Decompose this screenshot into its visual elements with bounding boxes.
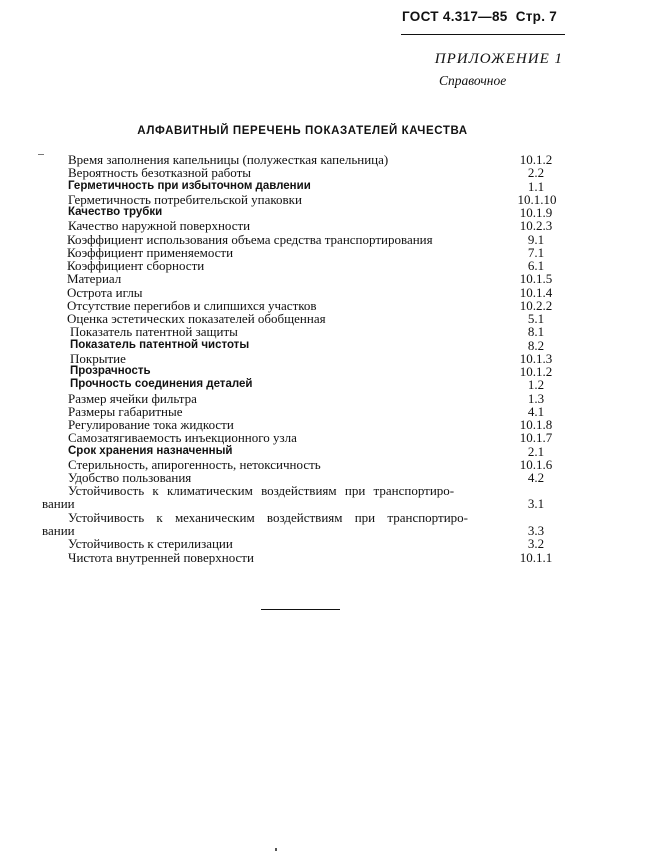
- page-title: АЛФАВИТНЫЙ ПЕРЕЧЕНЬ ПОКАЗАТЕЛЕЙ КАЧЕСТВА: [137, 125, 468, 137]
- entry-name: [42, 484, 454, 510]
- entry-name: Устойчивость к стерилизации: [68, 536, 233, 552]
- list-item: [0, 484, 649, 511]
- entry-code: 1.1: [527, 178, 545, 194]
- list-item: [0, 193, 649, 206]
- list-item: [0, 259, 649, 272]
- list-item: [0, 219, 649, 232]
- list-item: [0, 312, 649, 325]
- list-item: [0, 352, 649, 365]
- end-rule: [261, 609, 340, 610]
- entry-name: Коэффициент использования объема средства транспортирования: [67, 231, 433, 247]
- entry-code: 8.2: [527, 337, 545, 353]
- entry-name-line1: Устойчивость к механическим воздействиям при транспортиро-: [68, 509, 468, 525]
- entry-code: 10.1.8: [519, 417, 553, 432]
- list-item: [0, 458, 649, 471]
- entry-name: Вероятность безотказной работы: [68, 165, 252, 181]
- entry-name: Герметичность потребительской упаковки: [68, 191, 302, 207]
- page-number: Стр. 7: [515, 9, 558, 24]
- entry-code: 10.1.6: [519, 456, 553, 472]
- entry-name: Материал: [67, 271, 122, 287]
- list-item: [0, 325, 649, 338]
- entry-name: Чистота внутренней поверхности: [68, 549, 254, 565]
- entry-code: 10.2.3: [519, 218, 553, 234]
- list-item: [0, 365, 649, 378]
- list-item: [0, 153, 649, 166]
- entry-name: Острота иглы: [67, 284, 143, 300]
- list-item: [0, 471, 649, 484]
- entry-code: 10.1.5: [519, 271, 553, 287]
- entry-code: 10.1.9: [519, 205, 553, 220]
- list-item: [0, 405, 649, 418]
- entry-name: Показатель патентной защиты: [70, 324, 238, 340]
- list-item: [0, 418, 649, 431]
- entry-code: 5.1: [527, 311, 545, 326]
- list-item: [0, 299, 649, 312]
- list-item: [0, 551, 649, 564]
- entry-name: Покрытие: [70, 350, 126, 366]
- list-item: [0, 180, 649, 193]
- list-item: [0, 537, 649, 550]
- entry-code: 10.1.1: [519, 549, 553, 565]
- entry-code: 10.1.10: [517, 191, 557, 207]
- list-item: [0, 445, 649, 458]
- list-item: [0, 286, 649, 299]
- running-header: [402, 9, 562, 24]
- entry-code: 3.3: [527, 522, 545, 538]
- appendix-subtitle: Справочное: [439, 73, 507, 88]
- entry-name: Размеры габаритные: [68, 403, 183, 419]
- entry-code: 10.1.2: [519, 364, 553, 379]
- entry-code: 10.2.2: [519, 297, 553, 313]
- entry-name-line2: вании: [42, 496, 75, 512]
- entry-code: 1.3: [527, 390, 545, 406]
- entry-name: [42, 511, 468, 537]
- entry-name-line2: вании: [42, 522, 75, 538]
- standard-number: ГОСТ 4.317—85: [402, 9, 508, 24]
- entry-code: 10.1.3: [519, 350, 553, 366]
- entry-code: 10.1.2: [519, 152, 553, 167]
- index-list: [0, 153, 649, 564]
- header-rule: [401, 34, 565, 35]
- entry-code: 2.1: [527, 443, 545, 459]
- list-item: [0, 378, 649, 391]
- entry-name: Коэффициент применяемости: [67, 244, 234, 260]
- entry-name: Регулирование тока жидкости: [68, 417, 234, 432]
- entry-code: 10.1.4: [519, 284, 553, 300]
- entry-name: Коэффициент сборности: [67, 258, 205, 273]
- entry-code: 4.2: [527, 470, 545, 485]
- entry-code: 7.1: [527, 244, 545, 260]
- entry-name: Самозатягиваемость инъекционного узла: [68, 430, 297, 446]
- entry-name: Срок хранения назначенный: [68, 444, 233, 457]
- entry-code: 1.2: [527, 377, 545, 393]
- list-item: [0, 166, 649, 179]
- entry-name: Отсутствие перегибов и слипшихся участков: [67, 297, 317, 313]
- entry-name: Прочность соединения деталей: [70, 378, 253, 391]
- entry-name: Удобство пользования: [68, 470, 192, 485]
- entry-code: 2.2: [527, 165, 545, 181]
- entry-name-line1: Устойчивость к климатическим воздействиям при транспортиро-: [68, 483, 455, 499]
- entry-code: 8.1: [527, 324, 545, 340]
- list-item: [0, 206, 649, 219]
- entry-code: 10.1.7: [519, 430, 553, 446]
- list-item: [0, 233, 649, 246]
- list-item: [0, 272, 649, 285]
- entry-name: Качество трубки: [68, 206, 163, 218]
- entry-code: 3.2: [527, 536, 545, 552]
- entry-name: Стерильность, апирогенность, нетоксичность: [68, 456, 321, 472]
- list-item: [0, 246, 649, 259]
- list-item: [0, 431, 649, 444]
- scan-speck: [275, 848, 277, 851]
- entry-code: 3.1: [527, 496, 545, 512]
- entry-name: Герметичность при избыточном давлении: [68, 179, 311, 192]
- list-item: [0, 392, 649, 405]
- entry-code: 4.1: [527, 403, 545, 419]
- entry-name: Показатель патентной чистоты: [70, 338, 250, 351]
- list-item: [0, 339, 649, 352]
- appendix-title: ПРИЛОЖЕНИЕ 1: [434, 51, 563, 67]
- entry-name: Время заполнения капельницы (полужесткая капельница): [68, 152, 389, 167]
- entry-name: Прозрачность: [70, 365, 151, 377]
- entry-code: 9.1: [527, 231, 545, 247]
- entry-name: Качество наружной поверхности: [68, 218, 251, 234]
- entry-name: Размер ячейки фильтра: [68, 390, 197, 406]
- entry-name: Оценка эстетических показателей обобщенная: [67, 311, 326, 326]
- entry-code: 6.1: [527, 258, 545, 273]
- list-item: [0, 511, 649, 538]
